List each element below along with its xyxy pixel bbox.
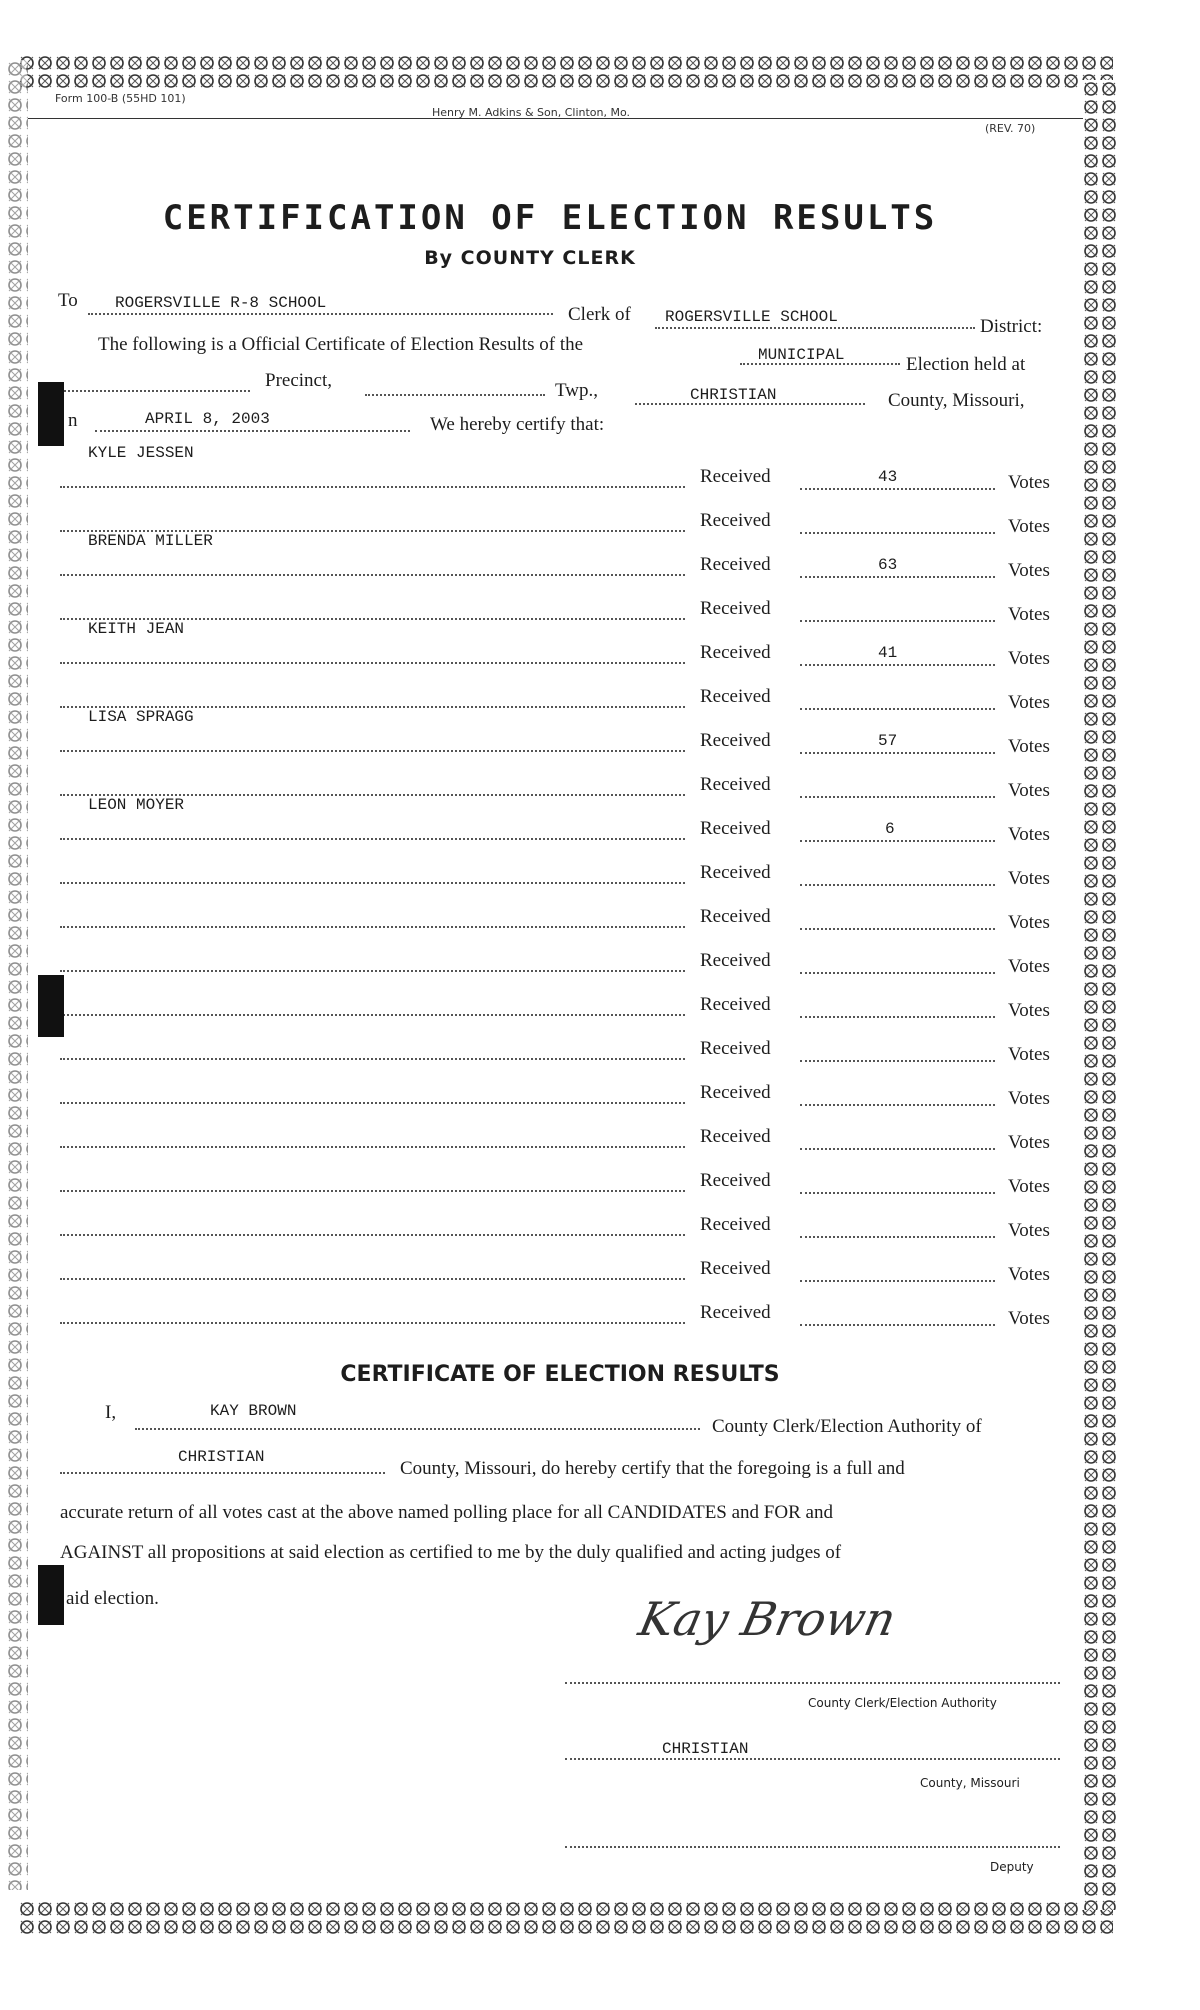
votes-line [800, 752, 995, 754]
votes-line [800, 664, 995, 666]
received-label: Received [700, 730, 771, 751]
ornamental-border-bottom [18, 1900, 1113, 1934]
votes-label: Votes [1008, 692, 1050, 713]
votes-line [800, 972, 995, 974]
sig-county: CHRISTIAN [662, 1740, 749, 1758]
votes-label: Votes [1008, 472, 1050, 493]
votes-label: Votes [1008, 780, 1050, 801]
ornamental-border-left [6, 60, 28, 1890]
votes-label: Votes [1008, 1308, 1050, 1329]
received-label: Received [700, 510, 771, 531]
votes-line [800, 1192, 995, 1194]
votes-label: Votes [1008, 956, 1050, 977]
votes-line [800, 884, 995, 886]
candidate-line [60, 1146, 685, 1148]
votes-line [800, 1236, 995, 1238]
vote-count: 41 [878, 644, 898, 662]
votes-label: Votes [1008, 648, 1050, 669]
candidate-line [60, 1190, 685, 1192]
votes-label: Votes [1008, 1176, 1050, 1197]
candidate-line [60, 838, 685, 840]
received-label: Received [700, 1038, 771, 1059]
clerk-of-label: Clerk of [568, 304, 631, 325]
votes-label: Votes [1008, 1132, 1050, 1153]
candidate-line [60, 1014, 685, 1016]
received-label: Received [700, 862, 771, 883]
votes-line [800, 796, 995, 798]
candidate-name: LEON MOYER [88, 796, 185, 814]
cert-line-3: accurate return of all votes cast at the above named polling place for all CANDIDATES and FOR and [60, 1502, 833, 1523]
sig-county-line [565, 1758, 1060, 1760]
intro-line-a: The following is a Official Certificate of Election Results of the [98, 334, 584, 355]
candidate-line [60, 750, 685, 752]
received-label: Received [700, 598, 771, 619]
votes-line [800, 1060, 995, 1062]
votes-label: Votes [1008, 1264, 1050, 1285]
votes-label: Votes [1008, 1044, 1050, 1065]
received-label: Received [700, 1082, 771, 1103]
votes-line [800, 708, 995, 710]
to-line [88, 313, 553, 315]
redaction-bar [38, 1565, 64, 1625]
school-name: ROGERSVILLE R-8 SCHOOL [115, 294, 327, 312]
votes-line [800, 488, 995, 490]
i-label: I, [105, 1402, 117, 1423]
votes-line [800, 1280, 995, 1282]
ornamental-border-top [18, 54, 1113, 88]
votes-label: Votes [1008, 604, 1050, 625]
redaction-bar [38, 382, 64, 446]
votes-line [800, 1016, 995, 1018]
county-label: County, Missouri, [888, 390, 1025, 411]
candidate-name: KEITH JEAN [88, 620, 185, 638]
precinct-value-line [365, 394, 545, 396]
clerk-of-line [655, 327, 975, 329]
votes-label: Votes [1008, 868, 1050, 889]
votes-label: Votes [1008, 824, 1050, 845]
twp-label: Twp., [555, 380, 599, 401]
clerk-name: KAY BROWN [210, 1402, 297, 1420]
candidate-name: BRENDA MILLER [88, 532, 213, 550]
clerk-signature: Kay Brown [634, 1592, 901, 1646]
redaction-bar [38, 975, 64, 1037]
candidate-line [60, 574, 685, 576]
received-label: Received [700, 994, 771, 1015]
signature-line [565, 1682, 1060, 1684]
precinct-line [60, 390, 250, 392]
votes-line [800, 620, 995, 622]
received-label: Received [700, 1302, 771, 1323]
candidate-line [60, 1322, 685, 1324]
certificate-title: CERTIFICATE OF ELECTION RESULTS [340, 1362, 780, 1387]
votes-line [800, 1324, 995, 1326]
candidate-line [60, 1234, 685, 1236]
candidate-line [60, 1058, 685, 1060]
printer-credit: Henry M. Adkins & Son, Clinton, Mo. [432, 106, 631, 119]
intro-line-b: Election held at [906, 354, 1026, 375]
candidate-line [60, 926, 685, 928]
received-label: Received [700, 1258, 771, 1279]
date-line [95, 430, 410, 432]
district-label: District: [980, 316, 1043, 337]
cert-line-5: aid election. [66, 1588, 159, 1609]
header-rule [28, 118, 1083, 119]
candidate-line [60, 662, 685, 664]
cert-county: CHRISTIAN [178, 1448, 265, 1466]
candidate-name: KYLE JESSEN [88, 444, 194, 462]
received-label: Received [700, 950, 771, 971]
candidate-line [60, 882, 685, 884]
votes-label: Votes [1008, 516, 1050, 537]
vote-count: 43 [878, 468, 898, 486]
revision-number: (REV. 70) [985, 122, 1036, 135]
precinct-label: Precinct, [265, 370, 333, 391]
cert-county-line [60, 1472, 385, 1474]
deputy-line [565, 1846, 1060, 1848]
received-label: Received [700, 686, 771, 707]
authority-label: County Clerk/Election Authority of [712, 1416, 982, 1437]
votes-line [800, 928, 995, 930]
clerk-name-line [135, 1428, 700, 1430]
candidate-name: LISA SPRAGG [88, 708, 194, 726]
vote-count: 63 [878, 556, 898, 574]
received-label: Received [700, 906, 771, 927]
votes-line [800, 532, 995, 534]
votes-line [800, 1148, 995, 1150]
votes-label: Votes [1008, 1000, 1050, 1021]
votes-line [800, 1104, 995, 1106]
ornamental-border-right [1082, 80, 1120, 1910]
candidate-line [60, 1102, 685, 1104]
election-date: APRIL 8, 2003 [145, 410, 270, 428]
received-label: Received [700, 1126, 771, 1147]
document-title: CERTIFICATION OF ELECTION RESULTS [162, 198, 938, 238]
county-value: CHRISTIAN [690, 386, 777, 404]
received-label: Received [700, 642, 771, 663]
received-label: Received [700, 466, 771, 487]
candidate-line [60, 970, 685, 972]
on-label: n [68, 410, 78, 431]
sig-county-caption: County, Missouri [920, 1776, 1020, 1790]
candidate-line [60, 1278, 685, 1280]
received-label: Received [700, 774, 771, 795]
election-type: MUNICIPAL [758, 346, 845, 364]
votes-label: Votes [1008, 1088, 1050, 1109]
clerk-of-value: ROGERSVILLE SCHOOL [665, 308, 838, 326]
cert-line-2: County, Missouri, do hereby certify that the foregoing is a full and [400, 1458, 905, 1479]
candidate-line [60, 486, 685, 488]
vote-count: 6 [885, 820, 895, 838]
signature-caption: County Clerk/Election Authority [808, 1696, 997, 1710]
votes-label: Votes [1008, 736, 1050, 757]
cert-line-4: AGAINST all propositions at said election as certified to me by the duly qualified and acting judges of [60, 1542, 842, 1563]
votes-label: Votes [1008, 560, 1050, 581]
votes-label: Votes [1008, 1220, 1050, 1241]
votes-line [800, 840, 995, 842]
document-subtitle: By COUNTY CLERK [424, 247, 636, 269]
form-number: Form 100-B (55HD 101) [55, 92, 186, 105]
received-label: Received [700, 818, 771, 839]
to-label: To [58, 290, 78, 311]
votes-line [800, 576, 995, 578]
received-label: Received [700, 1170, 771, 1191]
received-label: Received [700, 554, 771, 575]
received-label: Received [700, 1214, 771, 1235]
certify-label: We hereby certify that: [430, 414, 605, 435]
deputy-caption: Deputy [990, 1860, 1034, 1874]
vote-count: 57 [878, 732, 898, 750]
votes-label: Votes [1008, 912, 1050, 933]
